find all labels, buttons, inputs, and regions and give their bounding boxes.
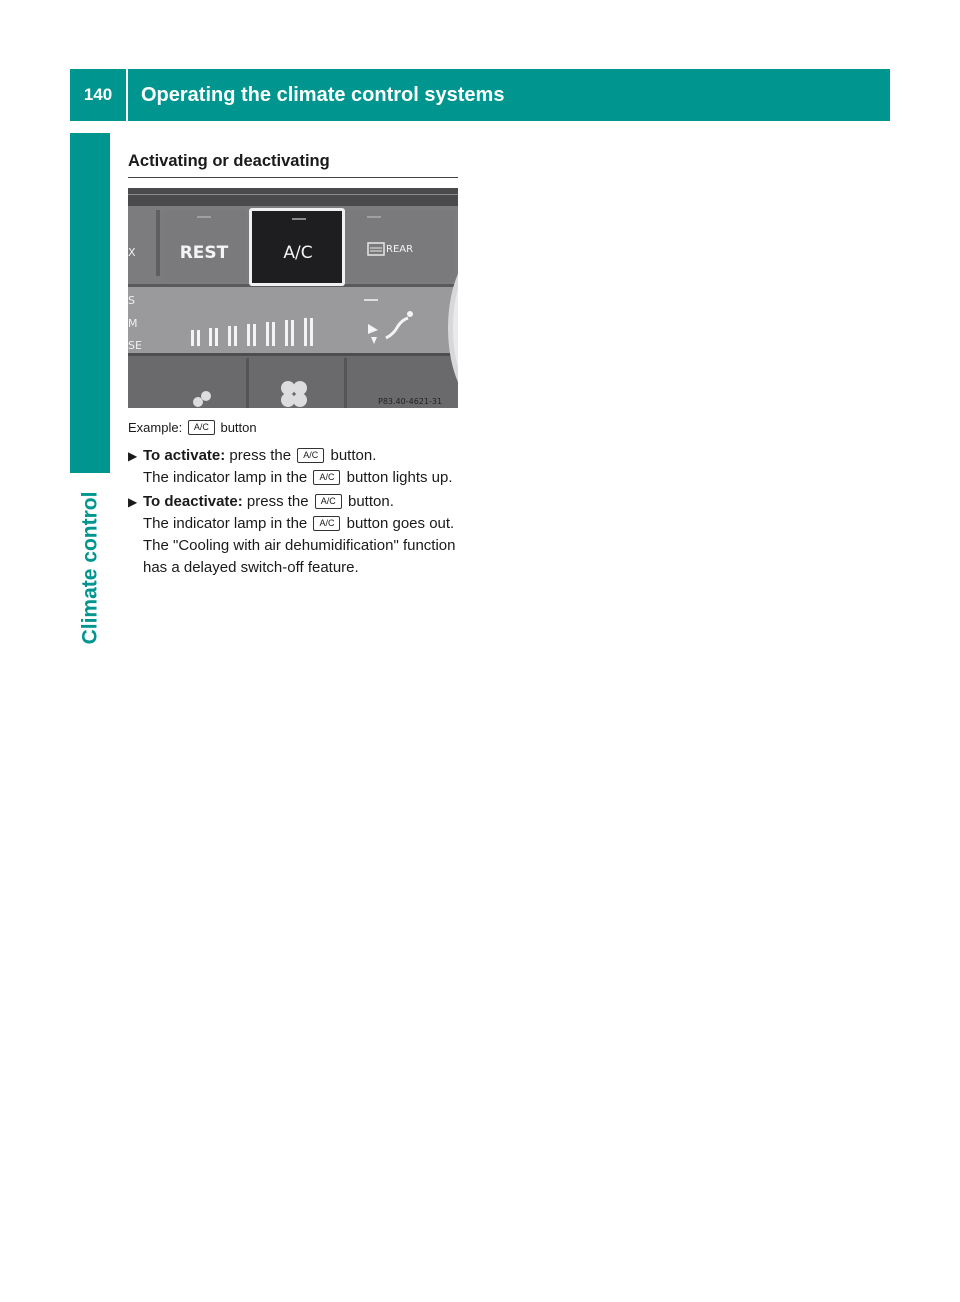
figure-code: P83.40-4621-31 <box>378 397 443 406</box>
step-label: To activate: <box>143 447 226 464</box>
figure-button-rest: REST <box>179 243 229 263</box>
step-result-text: button goes out. The "Cooling with air dehumidification" function has a delayed switch-off feature. <box>143 515 456 576</box>
ac-key-icon: A/C <box>297 448 324 463</box>
caption-prefix: Example: <box>128 420 183 435</box>
figure-label-m: M <box>128 317 138 330</box>
arrow-right-icon: ▶ <box>128 495 138 509</box>
figure-label-s: S <box>128 294 135 307</box>
figure-button-ac: A/C <box>283 243 313 263</box>
figure-label-se: SE <box>128 339 142 352</box>
step-label: To deactivate: <box>143 493 243 510</box>
page-number: 140 <box>83 85 113 104</box>
step-result-text: The indicator lamp in the <box>143 515 308 532</box>
arrow-right-icon: ▶ <box>128 449 138 463</box>
header-divider <box>126 69 128 121</box>
instructions <box>128 445 463 579</box>
ac-key-icon: A/C <box>188 420 215 435</box>
step-action-text: button. <box>347 493 394 510</box>
side-tab-label: Climate control <box>78 491 102 645</box>
step-action-text: press the <box>229 447 292 464</box>
ac-key-icon: A/C <box>313 516 340 531</box>
chapter-title: Operating the climate control systems <box>141 83 505 106</box>
side-tab <box>70 133 110 473</box>
step-action-text: press the <box>246 493 309 510</box>
figure-caption <box>128 420 257 435</box>
ac-key-icon: A/C <box>315 494 342 509</box>
step-deactivate <box>128 491 463 579</box>
section-heading: Activating or deactivating <box>128 152 330 170</box>
step-result-text: button lights up. <box>346 469 453 486</box>
step-result-text: The indicator lamp in the <box>143 469 308 486</box>
ac-key-icon: A/C <box>313 470 340 485</box>
heading-rule <box>128 177 458 178</box>
figure-button-rear: REAR <box>386 244 414 255</box>
step-action-text: button. <box>330 447 377 464</box>
caption-suffix: button <box>220 420 257 435</box>
figure-left-edge-text: X <box>128 246 136 259</box>
climate-control-panel-photo <box>128 188 458 408</box>
side-tab-label-box <box>70 473 110 663</box>
step-activate <box>128 445 463 489</box>
